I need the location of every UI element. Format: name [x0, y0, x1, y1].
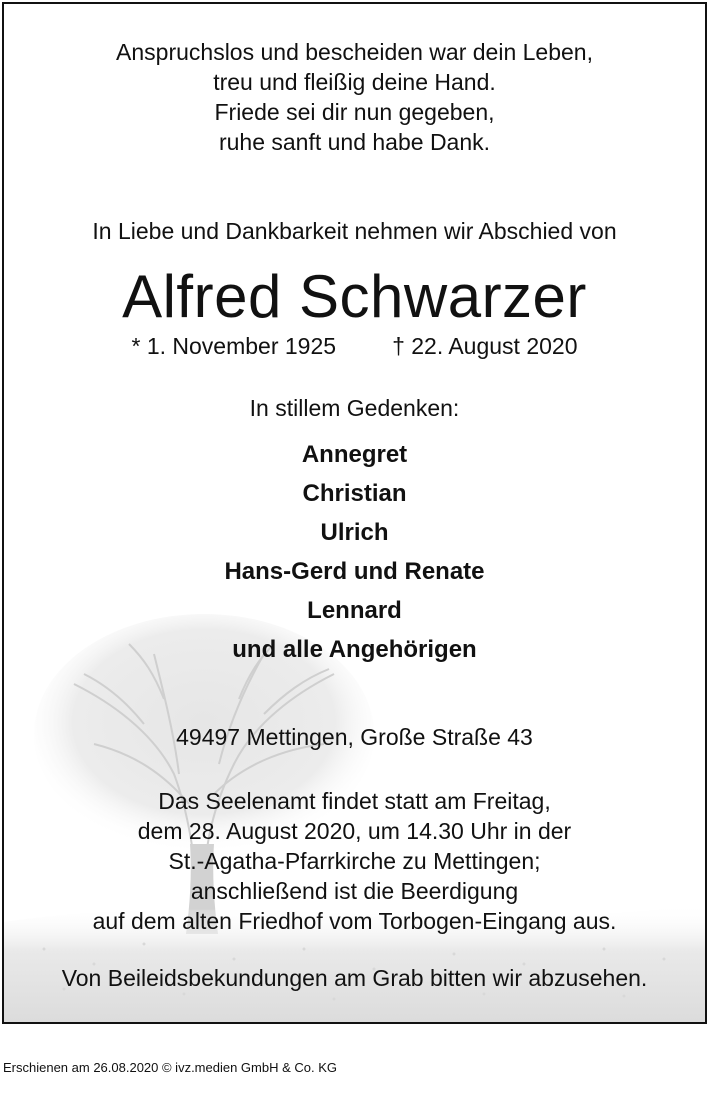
poem	[4, 37, 705, 157]
service-line: St.-Agatha-Pfarrkirche zu Mettingen;	[168, 848, 541, 874]
life-dates	[4, 331, 705, 361]
service-line: Das Seelenamt findet statt am Freitag,	[158, 788, 551, 814]
family-member: und alle Angehörigen	[232, 636, 477, 663]
poem-line: Friede sei dir nun gegeben,	[214, 99, 495, 125]
service-line: auf dem alten Friedhof vom Torbogen-Eingang aus.	[92, 908, 617, 934]
family-member: Christian	[302, 480, 407, 507]
death-date: † 22. August 2020	[392, 333, 578, 359]
deceased-name: Alfred Schwarzer	[122, 263, 587, 330]
service-line: dem 28. August 2020, um 14.30 Uhr in der	[137, 818, 572, 844]
service-line: anschließend ist die Beerdigung	[190, 878, 519, 904]
family-member: Annegret	[301, 441, 408, 468]
condolence-note: Von Beileidsbekundungen am Grab bitten wir abzusehen.	[61, 965, 648, 991]
poem-line: treu und fleißig deine Hand.	[213, 69, 496, 95]
family-member: Hans-Gerd und Renate	[224, 558, 485, 585]
poem-line: ruhe sanft und habe Dank.	[218, 129, 491, 155]
birth-date: * 1. November 1925	[131, 333, 337, 359]
publication-footer: Erschienen am 26.08.2020 © ivz.medien GmbH & Co. KG	[3, 1060, 338, 1075]
memory-heading: In stillem Gedenken:	[249, 395, 460, 421]
farewell-intro: In Liebe und Dankbarkeit nehmen wir Abschied von	[92, 218, 617, 244]
poem-line: Anspruchslos und bescheiden war dein Leben,	[116, 39, 593, 65]
service-info	[4, 786, 705, 936]
mourning-address: 49497 Mettingen, Große Straße 43	[176, 724, 533, 750]
obituary-notice	[2, 2, 707, 1024]
family-member: Lennard	[307, 597, 402, 624]
family-member: Ulrich	[320, 519, 389, 546]
family-list	[4, 435, 705, 669]
